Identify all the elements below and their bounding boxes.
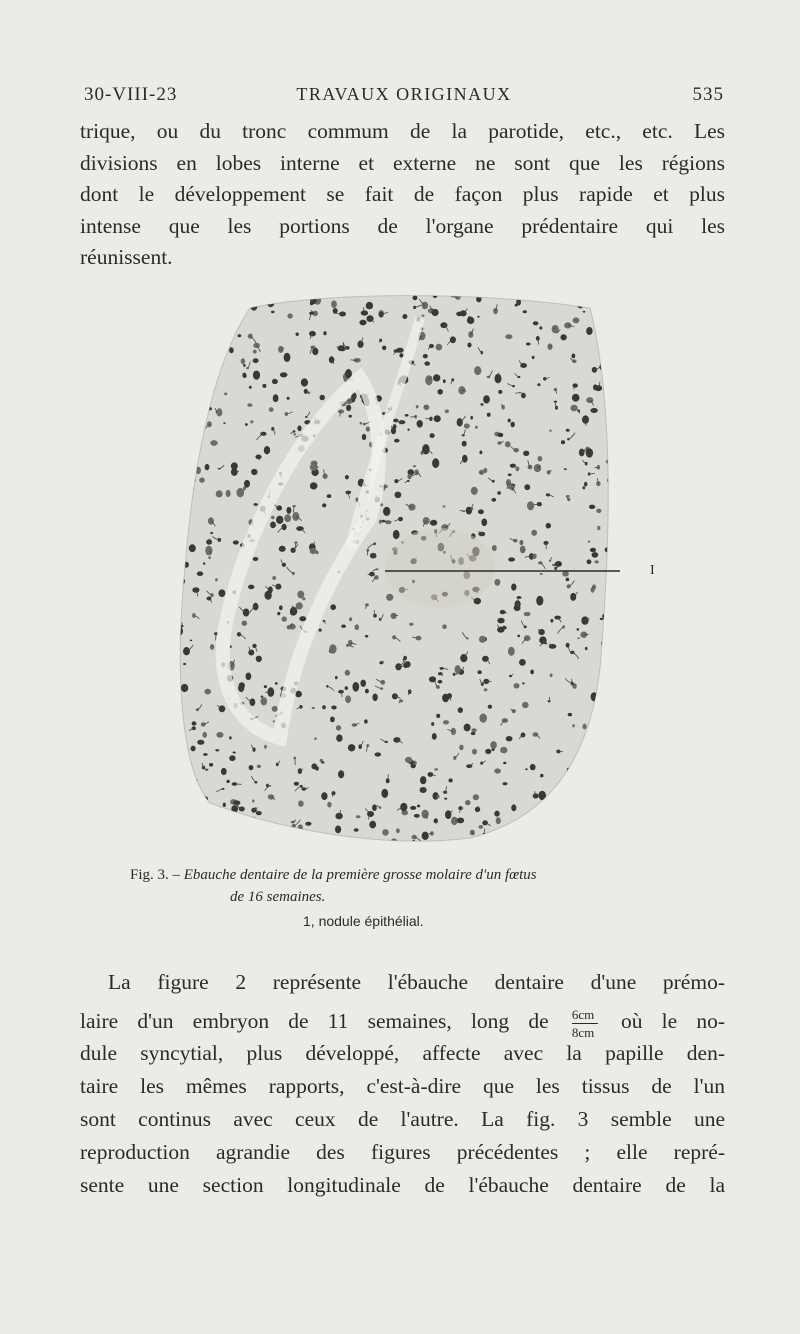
paragraph-line: taire les mêmes rapports, c'est-à-dire que les tissus de l'un [80,1074,725,1098]
caption-text: Ebauche dentaire de la première grosse molaire d'un fœtus [183,867,537,883]
paragraph-line: dont le développement se fait de façon plus rapide et plus [80,182,725,206]
paragraph-line-with-fraction [80,999,726,1040]
line-text-before-fraction: laire d'un embryon de 11 semaines, long de [80,1009,549,1033]
tooth-germ-illustration [170,288,620,848]
paragraph-line: réunissent. [80,245,173,269]
paragraph-2 [80,966,725,1202]
fraction-denominator: 8cm [571,1024,595,1040]
running-head [84,84,724,112]
figure-legend: 1, nodule épithélial. [303,913,424,929]
page-number: 535 [692,84,724,105]
figure-marker-label: I [650,563,655,578]
figure-caption [130,864,690,932]
header-section-title: TRAVAUX ORIGINAUX [296,84,512,104]
histology-drawing [170,288,620,848]
paragraph-line: reproduction agrandie des figures précédentes ; elle repré- [80,1140,725,1164]
line-text-after-fraction: où le no- [620,1009,726,1033]
paragraph-line: sont continus avec ceux de l'autre. La fig. 3 semble une [80,1107,725,1131]
paragraph-line: sente une section longitudinale de l'ébauche dentaire de la [80,1173,725,1197]
paragraph-line: divisions en lobes interne et externe ne sont que les régions [80,150,725,175]
paragraph-line: La figure 2 représente l'ébauche dentaire d'une prémo- [108,970,725,994]
fraction-numerator: 6cm [571,1006,595,1022]
paragraph-line: intense que les portions de l'organe prédentaire qui les [80,213,725,238]
paragraph-line: dule syncytial, plus développé, affecte avec la papille den- [80,1041,725,1065]
caption-text-continued: de 16 semaines. [230,889,326,905]
caption-prefix: Fig. 3. – [130,867,181,883]
fraction [572,1008,598,1039]
paragraph-line: trique, ou du tronc commum de la parotide, etc., etc. Les [80,119,725,143]
header-date: 30-VIII-23 [84,84,178,105]
epithelial-nodule [385,528,495,608]
paragraph-1 [80,116,725,274]
